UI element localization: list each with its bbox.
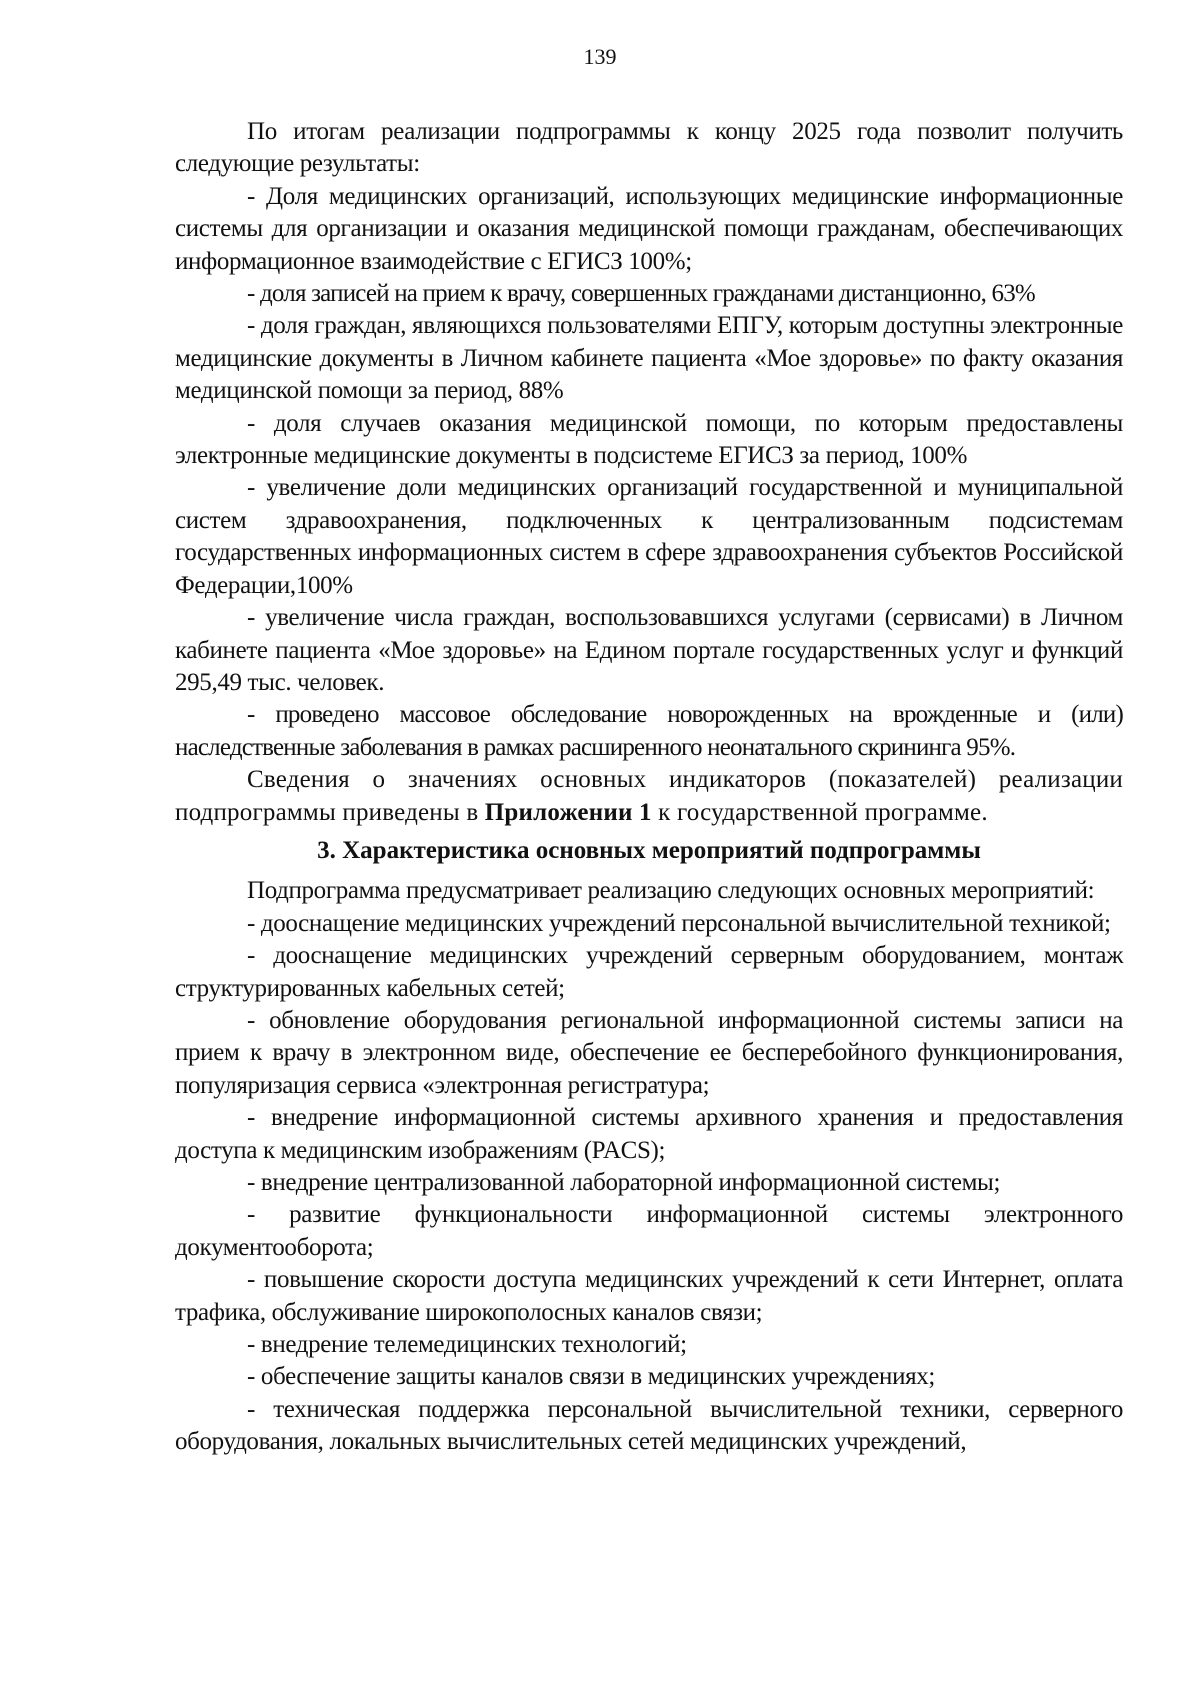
activity-item: - внедрение централизованной лабораторной информационной системы; <box>247 1169 1001 1196</box>
result-item: - проведено массовое обследование новорожденных на врожденные и (или) наследственные заболевания в рамках расширенного неонатального скрининга 95%. <box>175 701 1123 761</box>
appendix-reference: Приложении 1 <box>484 798 652 826</box>
activity-item: - обновление оборудования региональной информационной системы записи на прием к врачу в электронном виде, обеспечение ее бесперебойного функционирования, популяризация сервиса «электронная регистратура; <box>175 1006 1123 1099</box>
activity-item: - дооснащение медицинских учреждений персональной вычислительной техникой; <box>247 909 1111 937</box>
activity-item: - дооснащение медицинских учреждений серверным оборудованием, монтаж структурированных кабельных сетей; <box>175 942 1123 1002</box>
result-item: - увеличение доли медицинских организаций государственной и муниципальной систем здравоохранения, подключенных к централизованным подсистемам государственных информационных систем в сфере здравоохранения субъектов Российской Федерации,100% <box>175 474 1123 599</box>
document-body <box>175 116 1123 1459</box>
activity-item: - повышение скорости доступа медицинских учреждений к сети Интернет, оплата трафика, обслуживание широкополосных каналов связи; <box>175 1266 1123 1326</box>
activity-item: - развитие функциональности информационной системы электронного документооборота; <box>175 1201 1123 1261</box>
result-item: - доля записей на прием к врачу, совершенных гражданами дистанционно, 63% <box>247 280 1035 308</box>
section-heading: 3. Характеристика основных мероприятий подпрограммы <box>317 836 981 864</box>
result-item: - увеличение числа граждан, воспользовавшихся услугами (сервисами) в Личном кабинете пациента «Мое здоровье» на Едином портале государственных услуг и функций 295,49 тыс. человек. <box>175 604 1123 696</box>
indicators-info-tail: к государственной программе. <box>651 798 988 826</box>
activities-intro-paragraph: Подпрограмма предусматривает реализацию следующих основных мероприятий: <box>247 877 1095 905</box>
indicators-info-paragraph <box>175 764 1123 829</box>
result-item: - Доля медицинских организаций, использующих медицинские информационные системы для организации и оказания медицинской помощи гражданам, обеспечивающих информационное взаимодействие с ЕГИСЗ 100%; <box>175 182 1123 275</box>
activity-item: - обеспечение защиты каналов связи в медицинских учреждениях; <box>247 1363 936 1391</box>
activity-item: - внедрение телемедицинских технологий; <box>247 1331 687 1359</box>
page-number: 139 <box>583 44 617 69</box>
result-item: - доля случаев оказания медицинской помощи, по которым предоставлены электронные медицинские документы в подсистеме ЕГИСЗ за период, 100% <box>175 409 1123 470</box>
activity-item: - внедрение информационной системы архивного хранения и предоставления доступа к медицинским изображениям (PACS); <box>175 1104 1123 1164</box>
result-item: - доля граждан, являющихся пользователями ЕПГУ, которым доступны электронные медицинские документы в Личном кабинете пациента «Мое здоровье» по факту оказания медицинской помощи за период, 88% <box>175 312 1123 405</box>
results-intro-paragraph: По итогам реализации подпрограммы к концу 2025 года позволит получить следующие результаты: <box>175 118 1123 178</box>
activity-item: - техническая поддержка персональной вычислительной техники, серверного оборудования, локальных вычислительных сетей медицинских учреждений, <box>175 1395 1123 1456</box>
indicators-info-text: Сведения о значениях основных индикаторов (показателей) реализации подпрограммы приведены в <box>175 766 1123 826</box>
